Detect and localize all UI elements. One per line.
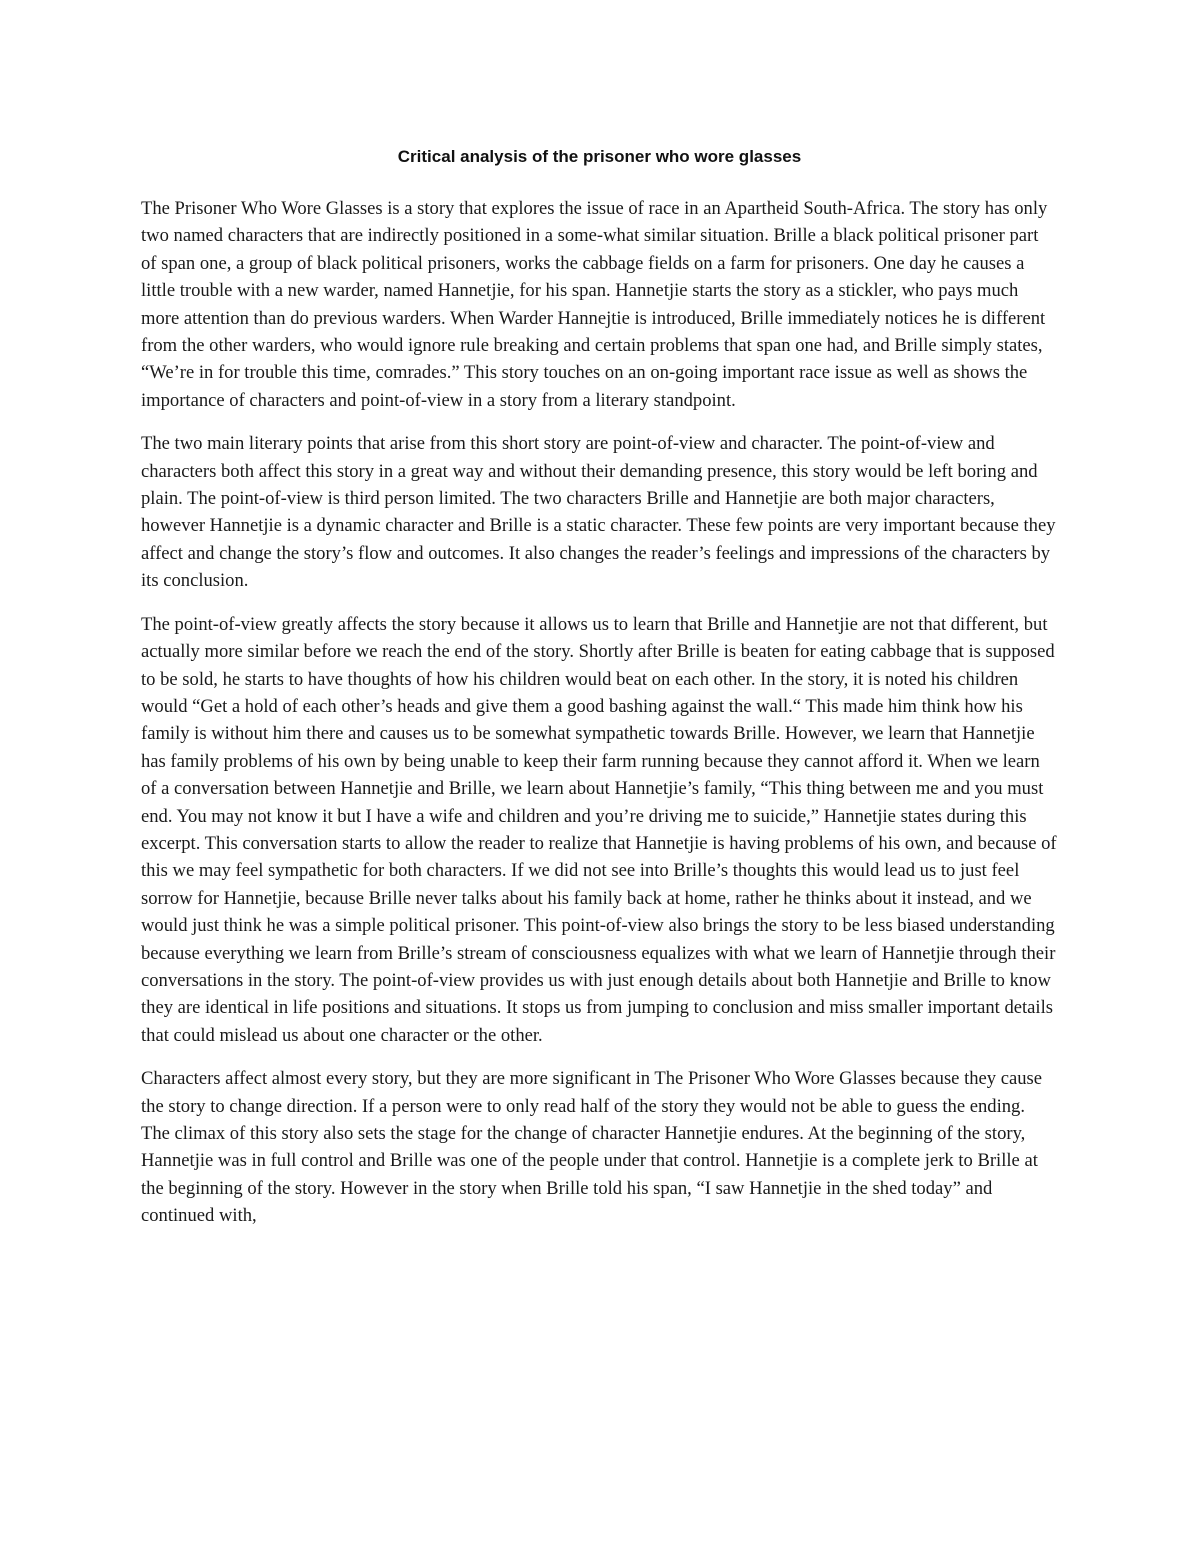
paragraph-point-of-view: The point-of-view greatly affects the story because it allows us to learn that Brille and Hannetjie are not that different, but actually more similar before we reach the end of the story. Shortly after Brille is beaten for eating cabbage that is supposed to be sold, he starts to have thoughts of how his children would beat on each other. In the story, it is noted his children would “Get a hold of each other’s heads and give them a good bashing against the wall.“ This made him think how his family is without him there and causes us to be somewhat sympathetic towards Brille. However, we learn that Hannetjie has family problems of his own by being unable to keep their farm running because they cannot afford it. When we learn of a conversation between Hannetjie and Brille, we learn about Hannetjie’s family, “This thing between me and you must end. You may not know it but I have a wife and children and you’re driving me to suicide,” Hannetjie states during this excerpt. This conversation starts to allow the reader to realize that Hannetjie is having problems of his own, and because of this we may feel sympathetic for both characters. If we did not see into Brille’s thoughts this would lead us to just feel sorrow for Hannetjie, because Brille never talks about his family back at home, rather he thinks about it instead, and we would just think he was a simple political prisoner. This point-of-view also brings the story to be less biased understanding because everything we learn from Brille’s stream of consciousness equalizes with what we learn of Hannetjie through their conversations in the story. The point-of-view provides us with just enough details about both Hannetjie and Brille to know they are identical in life positions and situations. It stops us from jumping to conclusion and miss smaller important details that could mislead us about one character or the other. xyxy=(141,613,1057,1046)
paragraph-characters: Characters affect almost every story, but they are more significant in The Prisoner Who Wore Glasses because they cause the story to change direction. If a person were to only read half of the story they would not be able to guess the ending. The climax of this story also sets the stage for the change of character Hannetjie endures. At the beginning of the story, Hannetjie was in full control and Brille was one of the people under that control. Hannetjie is a complete jerk to Brille at the beginning of the story. However in the story when Brille told his span, “I saw Hannetjie in the shed today” and continued with, xyxy=(141,1068,1043,1227)
document-title: Critical analysis of the prisoner who wore glasses xyxy=(397,147,802,166)
paragraph-intro: The Prisoner Who Wore Glasses is a story that explores the issue of race in an Apartheid South-Africa. The story has only two named characters that are indirectly positioned in a some-what similar situation. Brille a black political prisoner part of span one, a group of black political prisoners, works the cabbage fields on a farm for prisoners. One day he causes a little trouble with a new warder, named Hannetjie, for his span. Hannetjie starts the story as a stickler, who pays much more attention than do previous warders. When Warder Hannejtie is introduced, Brille immediately notices he is different from the other warders, who would ignore rule breaking and certain problems that span one had, and Brille simply states, “We’re in for trouble this time, comrades.” This story touches on an on-going important race issue as well as shows the importance of characters and point-of-view in a story from a literary standpoint. xyxy=(141,198,1048,411)
paragraph-literary-points: The two main literary points that arise from this short story are point-of-view and character. The point-of-view and characters both affect this story in a great way and without their demanding presence, this story would be left boring and plain. The point-of-view is third person limited. The two characters Brille and Hannetjie are both major characters, however Hannetjie is a dynamic character and Brille is a static character. These few points are very important because they affect and change the story’s flow and outcomes. It also changes the reader’s feelings and impressions of the characters by its conclusion. xyxy=(141,433,1056,592)
document-body xyxy=(141,195,1058,1246)
